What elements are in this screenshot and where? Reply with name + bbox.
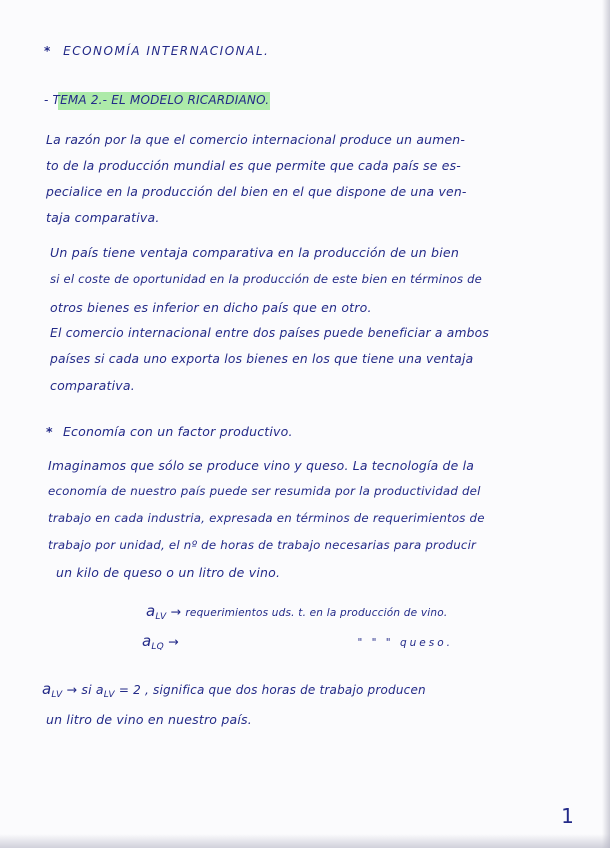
example-subscript: LV <box>51 690 63 700</box>
paragraph3-line: comparativa. <box>50 378 135 393</box>
paragraph4-line: Imaginamos que sólo se produce vino y queso. La tecnología de la <box>48 458 475 473</box>
section2-heading <box>46 424 293 439</box>
paragraph3-line: países si cada uno exporta los bienes en los que tiene una ventaja <box>50 352 474 366</box>
example-symbol: a <box>42 680 52 698</box>
page-bottom-shadow <box>0 834 610 848</box>
paragraph1-line: to de la producción mundial es que permite que cada país se es- <box>46 158 461 173</box>
page-edge-shadow <box>602 0 610 848</box>
definition-arrow: → <box>168 634 179 649</box>
definition-arrow: → <box>170 604 182 619</box>
heading-line <box>44 44 269 58</box>
paragraph1-line: pecialice en la producción del bien en el que dispone de una ven- <box>46 184 467 199</box>
definition-subscript: LQ <box>151 642 164 652</box>
example-line: un litro de vino en nuestro país. <box>46 712 252 727</box>
example-line <box>42 680 426 700</box>
paragraph2-line: si el coste de oportunidad en la producción de este bien en términos de <box>50 272 482 286</box>
topic-line <box>44 93 269 107</box>
paragraph2-line: Un país tiene ventaja comparativa en la producción de un bien <box>50 245 460 260</box>
paragraph1-line: taja comparativa. <box>46 210 160 225</box>
section2-bullet: * <box>46 424 53 439</box>
example-subscript: LV <box>103 690 115 700</box>
definition-text: " " " queso. <box>357 637 453 649</box>
definition-symbol: a <box>142 632 152 650</box>
definition-text: requerimientos uds. t. en la producción de vino. <box>185 607 448 619</box>
paragraph4-line: trabajo por unidad, el nº de horas de trabajo necesarias para producir <box>48 538 477 552</box>
topic-text: TEMA 2.- EL MODELO RICARDIANO. <box>52 93 270 107</box>
paragraph1-line: La razón por la que el comercio internacional produce un aumen- <box>46 132 466 147</box>
heading-text: ECONOMÍA INTERNACIONAL. <box>63 44 270 58</box>
topic-dash: - <box>44 93 49 107</box>
definition-row <box>146 602 447 622</box>
paragraph4-line: trabajo en cada industria, expresada en términos de requerimientos de <box>48 511 485 525</box>
heading-bullet: * <box>44 44 52 58</box>
paragraph3-line: El comercio internacional entre dos países puede beneficiar a ambos <box>50 326 490 340</box>
example-text: → si a <box>66 682 104 697</box>
paragraph4-line: un kilo de queso o un litro de vino. <box>56 565 281 580</box>
definition-subscript: LV <box>155 612 167 622</box>
example-text: = 2 , significa que dos horas de trabajo producen <box>118 683 426 697</box>
definition-symbol: a <box>146 602 156 620</box>
section2-text: Economía con un factor productivo. <box>62 424 293 439</box>
definition-row <box>142 632 453 652</box>
paragraph4-line: economía de nuestro país puede ser resumida por la productividad del <box>48 484 481 498</box>
paragraph2-line: otros bienes es inferior en dicho país que en otro. <box>50 300 372 315</box>
page-number: 1 <box>561 804 574 828</box>
